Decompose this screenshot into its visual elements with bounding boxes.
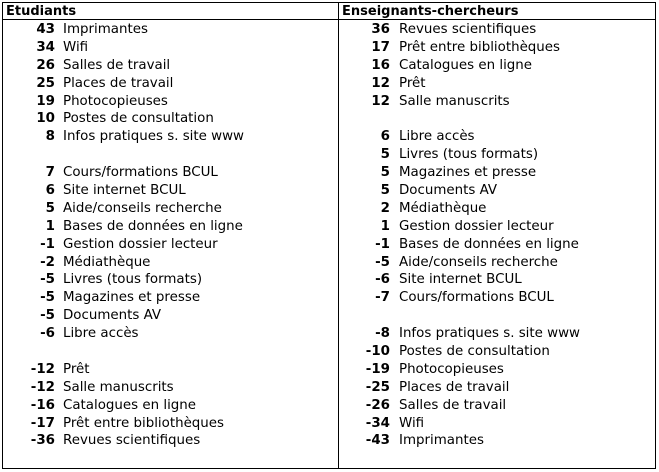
score-value: 34 xyxy=(36,39,55,55)
score-value: 8 xyxy=(45,129,55,145)
table-row xyxy=(339,236,655,254)
service-label: Médiathèque xyxy=(63,254,151,270)
table-row xyxy=(339,432,655,450)
score-value: -17 xyxy=(30,415,55,431)
table-row xyxy=(339,415,655,433)
service-label: Infos pratiques s. site www xyxy=(399,326,581,342)
table-row xyxy=(339,325,655,343)
table-row xyxy=(3,379,338,397)
score-value: -16 xyxy=(30,397,55,413)
table-row xyxy=(3,361,338,379)
table-row xyxy=(3,128,338,146)
table-row xyxy=(3,75,338,93)
service-label: Imprimantes xyxy=(63,22,148,37)
etudiants-rows xyxy=(3,20,338,450)
score-value: -10 xyxy=(365,344,390,360)
table-row xyxy=(339,254,655,272)
service-label: Libre accès xyxy=(399,129,475,145)
service-label: Photocopieuses xyxy=(63,93,168,109)
table-row xyxy=(3,432,338,450)
score-value: 6 xyxy=(380,129,390,145)
table-row xyxy=(3,57,338,75)
score-value: -5 xyxy=(40,272,55,288)
service-label: Places de travail xyxy=(399,379,510,395)
table-row xyxy=(339,397,655,415)
score-value: -1 xyxy=(40,236,55,252)
service-label: Prêt entre bibliothèques xyxy=(399,39,561,55)
table-row xyxy=(339,218,655,236)
table-row xyxy=(339,39,655,57)
etudiants-header: Etudiants xyxy=(3,3,338,20)
table-row xyxy=(3,218,338,236)
service-label: Wifi xyxy=(399,415,425,431)
score-value: -12 xyxy=(30,361,55,377)
enseignants-header: Enseignants-chercheurs xyxy=(339,3,655,20)
service-label: Infos pratiques s. site www xyxy=(63,129,245,145)
score-value: 26 xyxy=(36,57,55,73)
table-row xyxy=(339,271,655,289)
score-value: 12 xyxy=(371,75,390,91)
service-label: Libre accès xyxy=(63,326,139,342)
service-label: Magazines et presse xyxy=(399,165,537,181)
enseignants-column xyxy=(339,3,655,468)
service-label: Livres (tous formats) xyxy=(399,147,539,163)
score-value: -19 xyxy=(365,361,390,377)
table-row xyxy=(3,93,338,111)
score-value: 7 xyxy=(45,165,55,181)
table-row xyxy=(3,415,338,433)
row-spacer xyxy=(339,307,655,325)
score-value: 16 xyxy=(371,57,390,73)
table-row xyxy=(3,254,338,272)
score-value: -36 xyxy=(30,433,55,449)
row-spacer xyxy=(339,110,655,128)
score-value: 1 xyxy=(45,218,55,234)
score-value: -2 xyxy=(40,254,55,270)
service-label: Médiathèque xyxy=(399,200,487,216)
service-label: Salle manuscrits xyxy=(63,379,174,395)
score-value: 10 xyxy=(36,111,55,127)
score-value: -7 xyxy=(375,290,390,306)
table-row xyxy=(339,379,655,397)
score-value: 6 xyxy=(45,183,55,199)
service-label: Postes de consultation xyxy=(399,344,550,360)
service-label: Cours/formations BCUL xyxy=(63,165,218,181)
table-row xyxy=(3,110,338,128)
score-value: 5 xyxy=(380,147,390,163)
score-value: 5 xyxy=(45,200,55,216)
score-value: -5 xyxy=(375,254,390,270)
table-row xyxy=(339,93,655,111)
service-label: Gestion dossier lecteur xyxy=(63,236,218,252)
service-label: Places de travail xyxy=(63,75,174,91)
table-row xyxy=(3,325,338,343)
service-label: Imprimantes xyxy=(399,433,484,449)
table-row xyxy=(339,128,655,146)
score-value: -1 xyxy=(375,236,390,252)
service-label: Livres (tous formats) xyxy=(63,272,203,288)
table-row xyxy=(339,57,655,75)
service-label: Revues scientifiques xyxy=(399,22,537,37)
table-row xyxy=(3,236,338,254)
score-value: 19 xyxy=(36,93,55,109)
score-value: -12 xyxy=(30,379,55,395)
table-row xyxy=(339,361,655,379)
score-value: 25 xyxy=(36,75,55,91)
score-value: -25 xyxy=(365,379,390,395)
row-spacer xyxy=(3,343,338,361)
table-row xyxy=(3,289,338,307)
score-value: -43 xyxy=(365,433,390,449)
service-label: Catalogues en ligne xyxy=(63,397,197,413)
score-value: 2 xyxy=(380,200,390,216)
table-row xyxy=(3,39,338,57)
score-value: -5 xyxy=(40,308,55,324)
table-row xyxy=(3,200,338,218)
table-row xyxy=(339,289,655,307)
service-label: Aide/conseils recherche xyxy=(63,200,222,216)
service-label: Revues scientifiques xyxy=(63,433,201,449)
service-label: Documents AV xyxy=(63,308,162,324)
table-row xyxy=(339,75,655,93)
service-label: Photocopieuses xyxy=(399,361,504,377)
service-label: Cours/formations BCUL xyxy=(399,290,554,306)
service-label: Prêt xyxy=(399,75,426,91)
score-value: -26 xyxy=(365,397,390,413)
score-value: -5 xyxy=(40,290,55,306)
score-value: 17 xyxy=(371,39,390,55)
service-label: Salles de travail xyxy=(63,57,171,73)
service-label: Wifi xyxy=(63,39,89,55)
service-label: Bases de données en ligne xyxy=(63,218,243,234)
service-label: Salle manuscrits xyxy=(399,93,510,109)
table-row xyxy=(339,200,655,218)
score-value: -8 xyxy=(375,326,390,342)
score-value: -6 xyxy=(40,326,55,342)
etudiants-column xyxy=(3,3,339,468)
service-label: Postes de consultation xyxy=(63,111,214,127)
comparison-table xyxy=(2,2,656,469)
service-label: Prêt xyxy=(63,361,90,377)
service-label: Site internet BCUL xyxy=(63,183,186,199)
score-value: 43 xyxy=(36,22,55,37)
enseignants-rows xyxy=(339,20,655,450)
score-value: 12 xyxy=(371,93,390,109)
service-label: Salles de travail xyxy=(399,397,507,413)
service-label: Aide/conseils recherche xyxy=(399,254,558,270)
table-row xyxy=(339,182,655,200)
table-row xyxy=(3,271,338,289)
score-value: 5 xyxy=(380,183,390,199)
service-label: Documents AV xyxy=(399,183,498,199)
service-label: Magazines et presse xyxy=(63,290,201,306)
table-row xyxy=(3,182,338,200)
score-value: -34 xyxy=(365,415,390,431)
table-row xyxy=(3,164,338,182)
table-row xyxy=(339,146,655,164)
service-label: Gestion dossier lecteur xyxy=(399,218,554,234)
row-spacer xyxy=(3,146,338,164)
score-value: 1 xyxy=(380,218,390,234)
score-value: 36 xyxy=(371,22,390,37)
table-row xyxy=(339,164,655,182)
score-value: 5 xyxy=(380,165,390,181)
score-value: -6 xyxy=(375,272,390,288)
table-row xyxy=(339,343,655,361)
service-label: Catalogues en ligne xyxy=(399,57,533,73)
service-label: Prêt entre bibliothèques xyxy=(63,415,225,431)
table-row xyxy=(3,21,338,39)
table-row xyxy=(339,21,655,39)
service-label: Bases de données en ligne xyxy=(399,236,579,252)
table-row xyxy=(3,397,338,415)
table-row xyxy=(3,307,338,325)
service-label: Site internet BCUL xyxy=(399,272,522,288)
